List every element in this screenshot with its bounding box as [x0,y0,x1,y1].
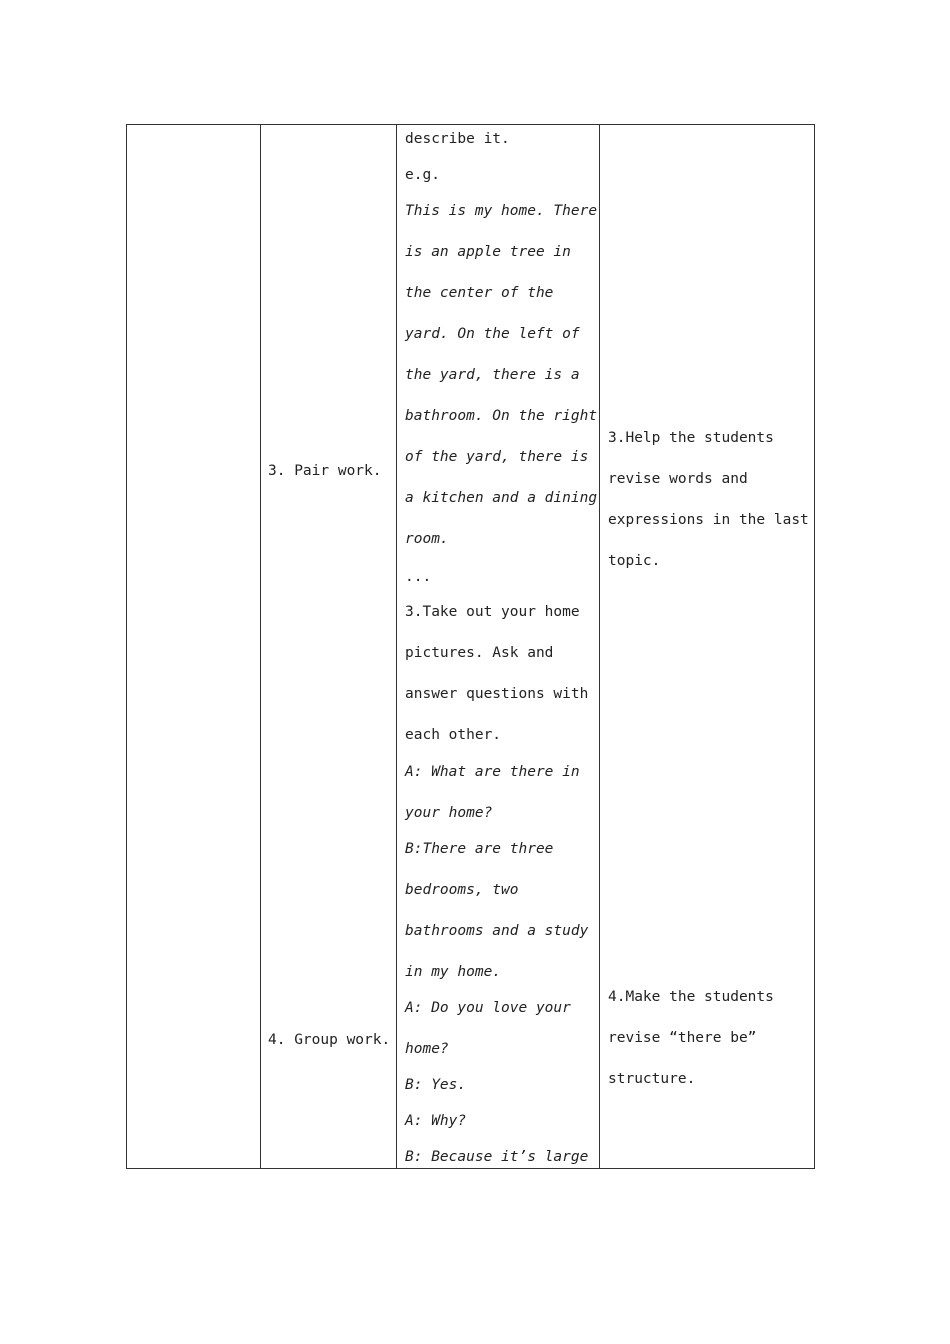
content-line: e.g. [405,167,440,183]
activity-pair-work: 3. Pair work. [268,463,382,479]
purpose-line: revise “there be” [608,1030,757,1046]
content-line: a kitchen and a dining [405,490,598,506]
content-line: of the yard, there is [405,449,589,465]
content-line: A: Do you love your [405,1000,571,1016]
content-line: A: Why? [405,1113,467,1129]
purpose-line: revise words and [608,471,748,487]
content-line: the center of the [405,285,554,301]
content-line: home? [405,1041,449,1057]
content-line: bathroom. On the right [405,408,598,424]
content-line: 3.Take out your home [405,604,580,620]
content-line: A: What are there in [405,764,580,780]
content-line: the yard, there is a [405,367,580,383]
purpose-line: topic. [608,553,661,569]
content-line: room. [405,531,449,547]
purpose-line: 3.Help the students [608,430,774,446]
content-line: your home? [405,805,493,821]
column-divider [260,125,261,1168]
purpose-line: 4.Make the students [608,989,774,1005]
column-divider [396,125,397,1168]
content-line: answer questions with [405,686,589,702]
activity-group-work: 4. Group work. [268,1032,391,1048]
content-line: bathrooms and a study [405,923,589,939]
content-line: is an apple tree in [405,244,571,260]
content-line: B: Because it’s large [405,1149,589,1165]
column-divider [599,125,600,1168]
purpose-line: expressions in the last [608,512,809,528]
content-line: each other. [405,727,502,743]
content-line: B:There are three [405,841,554,857]
content-line: ... [405,569,432,585]
content-line: bedrooms, two [405,882,519,898]
content-line: describe it. [405,131,510,147]
content-line: in my home. [405,964,502,980]
lesson-plan-table [126,124,815,1169]
purpose-line: structure. [608,1071,696,1087]
content-line: yard. On the left of [405,326,580,342]
content-line: pictures. Ask and [405,645,554,661]
content-line: B: Yes. [405,1077,467,1093]
content-line: This is my home. There [405,203,598,219]
